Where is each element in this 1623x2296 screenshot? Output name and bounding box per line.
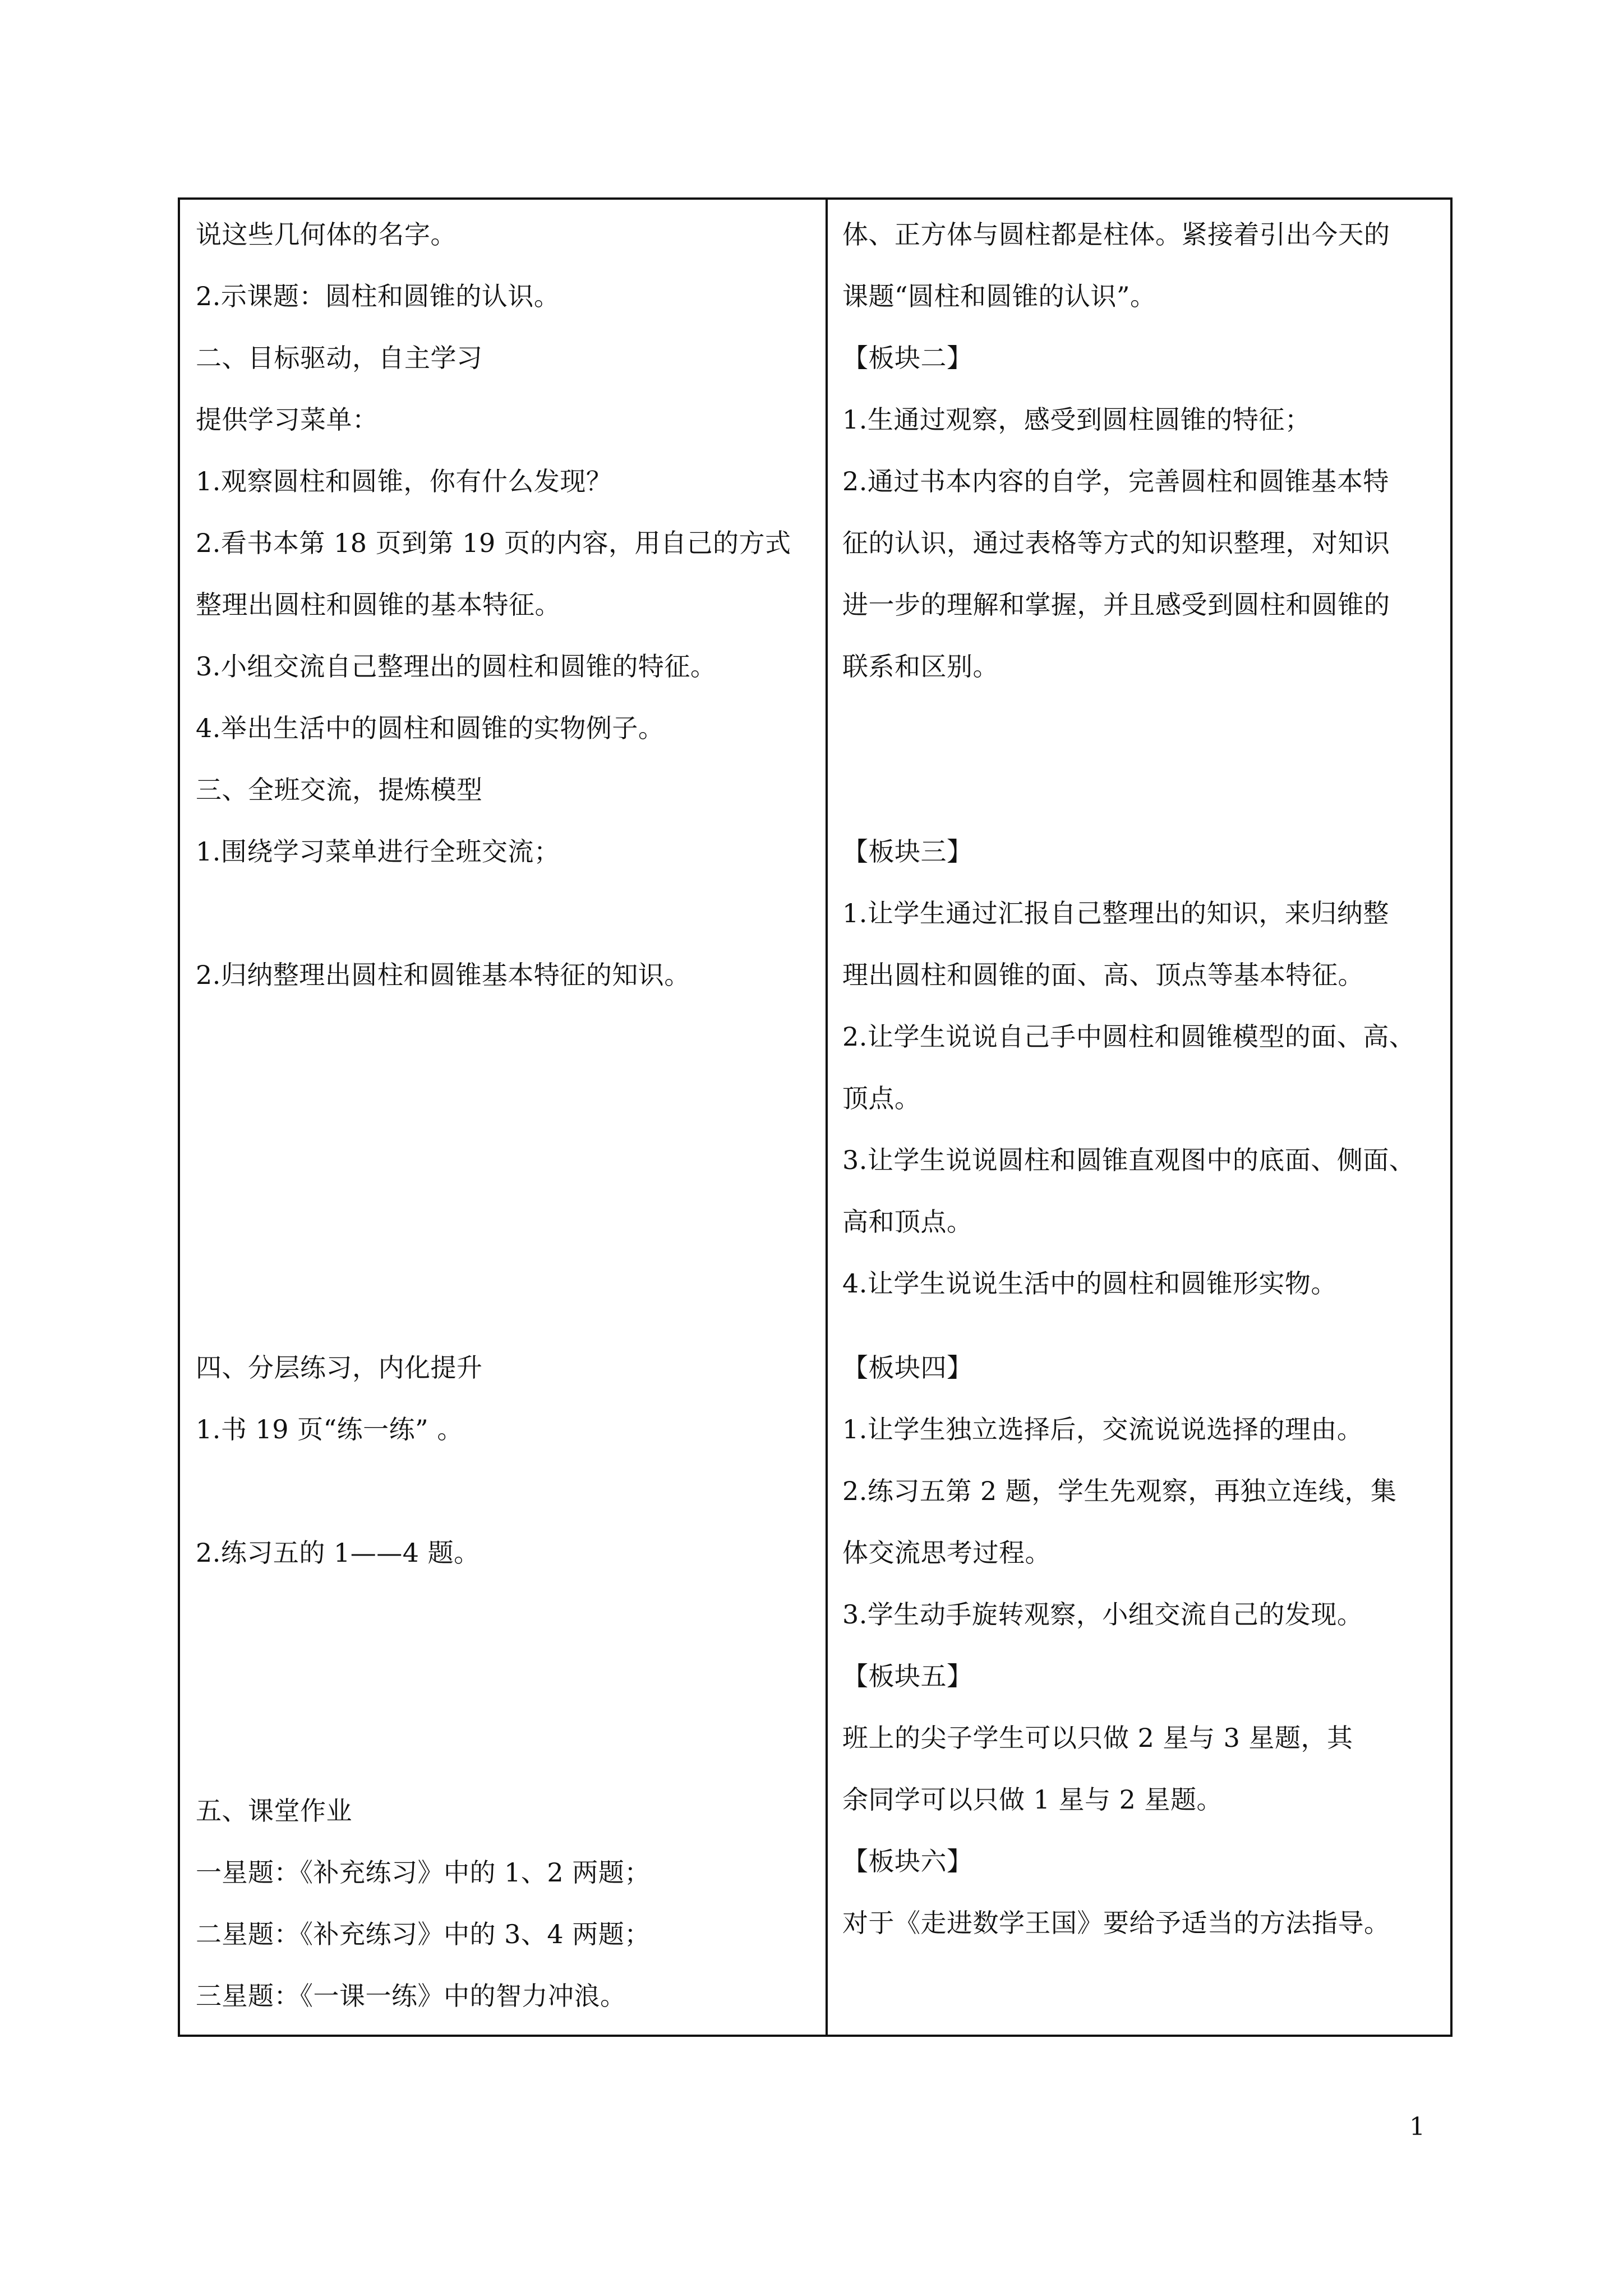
left-line: 三、全班交流，提炼模型 <box>196 775 483 805</box>
left-line: 2.示课题：圆柱和圆锥的认识。 <box>196 281 560 311</box>
left-line: 4.举出生活中的圆柱和圆锥的实物例子。 <box>196 713 665 743</box>
right-line: 对于《走进数学王国》要给予适当的方法指导。 <box>842 1908 1390 1938</box>
right-line: 余同学可以只做 1 星与 2 星题。 <box>842 1784 1223 1815</box>
left-line: 三星题：《一课一练》中的智力冲浪。 <box>196 1981 626 2011</box>
right-line: 2.练习五第 2 题，学生先观察，再独立连线，集 <box>842 1476 1397 1506</box>
section-heading: 【板块四】 <box>842 1352 973 1383</box>
right-line: 征的认识，通过表格等方式的知识整理，对知识 <box>842 528 1390 558</box>
right-line: 联系和区别。 <box>842 651 999 682</box>
right-line: 体、正方体与圆柱都是柱体。紧接着引出今天的 <box>842 219 1390 250</box>
right-line: 1.让学生独立选择后，交流说说选择的理由。 <box>842 1414 1363 1444</box>
left-line: 1.围绕学习菜单进行全班交流； <box>196 836 560 867</box>
left-line: 2.练习五的 1——4 题。 <box>196 1538 480 1568</box>
left-line: 一星题：《补充练习》中的 1、2 两题； <box>196 1857 651 1888</box>
section-heading: 【板块二】 <box>842 343 973 373</box>
design-intent-column <box>828 200 1450 2035</box>
right-line: 1.生通过观察，感受到圆柱圆锥的特征； <box>842 404 1311 435</box>
left-line: 二星题：《补充练习》中的 3、4 两题； <box>196 1919 651 1949</box>
left-line: 3.小组交流自己整理出的圆柱和圆锥的特征。 <box>196 651 717 682</box>
teaching-steps-column <box>180 200 828 2035</box>
right-line: 班上的尖子学生可以只做 2 星与 3 星题，其 <box>842 1723 1353 1753</box>
right-line: 2.通过书本内容的自学，完善圆柱和圆锥基本特 <box>842 466 1389 496</box>
right-line: 进一步的理解和掌握，并且感受到圆柱和圆锥的 <box>842 590 1390 620</box>
left-line: 说这些几何体的名字。 <box>196 219 457 250</box>
left-line: 1.书 19 页“练一练” 。 <box>196 1414 463 1444</box>
right-line: 高和顶点。 <box>842 1207 973 1237</box>
left-line: 2.看书本第 18 页到第 19 页的内容，用自己的方式 <box>196 528 791 558</box>
right-line: 理出圆柱和圆锥的面、高、顶点等基本特征。 <box>842 960 1364 990</box>
lesson-plan-table <box>178 197 1453 2037</box>
right-line: 3.让学生说说圆柱和圆锥直观图中的底面、侧面、 <box>842 1145 1415 1175</box>
left-line: 二、目标驱动，自主学习 <box>196 343 483 373</box>
left-line: 五、课堂作业 <box>196 1796 352 1826</box>
right-line: 4.让学生说说生活中的圆柱和圆锥形实物。 <box>842 1268 1337 1299</box>
left-line: 1.观察圆柱和圆锥，你有什么发现？ <box>196 466 612 496</box>
right-line: 1.让学生通过汇报自己整理出的知识，来归纳整 <box>842 898 1389 928</box>
page-number: 1 <box>1409 2113 1425 2141</box>
section-heading: 【板块五】 <box>842 1661 973 1691</box>
right-line: 3.学生动手旋转观察，小组交流自己的发现。 <box>842 1599 1363 1630</box>
section-heading: 【板块三】 <box>842 836 973 867</box>
left-line: 2.归纳整理出圆柱和圆锥基本特征的知识。 <box>196 960 690 990</box>
right-line: 顶点。 <box>842 1083 921 1114</box>
section-heading: 【板块六】 <box>842 1846 973 1876</box>
right-line: 2.让学生说说自己手中圆柱和圆锥模型的面、高、 <box>842 1022 1415 1052</box>
right-line: 体交流思考过程。 <box>842 1538 1051 1568</box>
right-line: 课题“圆柱和圆锥的认识”。 <box>842 281 1156 311</box>
left-line: 提供学习菜单： <box>196 404 379 435</box>
left-line: 四、分层练习，内化提升 <box>196 1352 483 1383</box>
left-line: 整理出圆柱和圆锥的基本特征。 <box>196 590 561 620</box>
